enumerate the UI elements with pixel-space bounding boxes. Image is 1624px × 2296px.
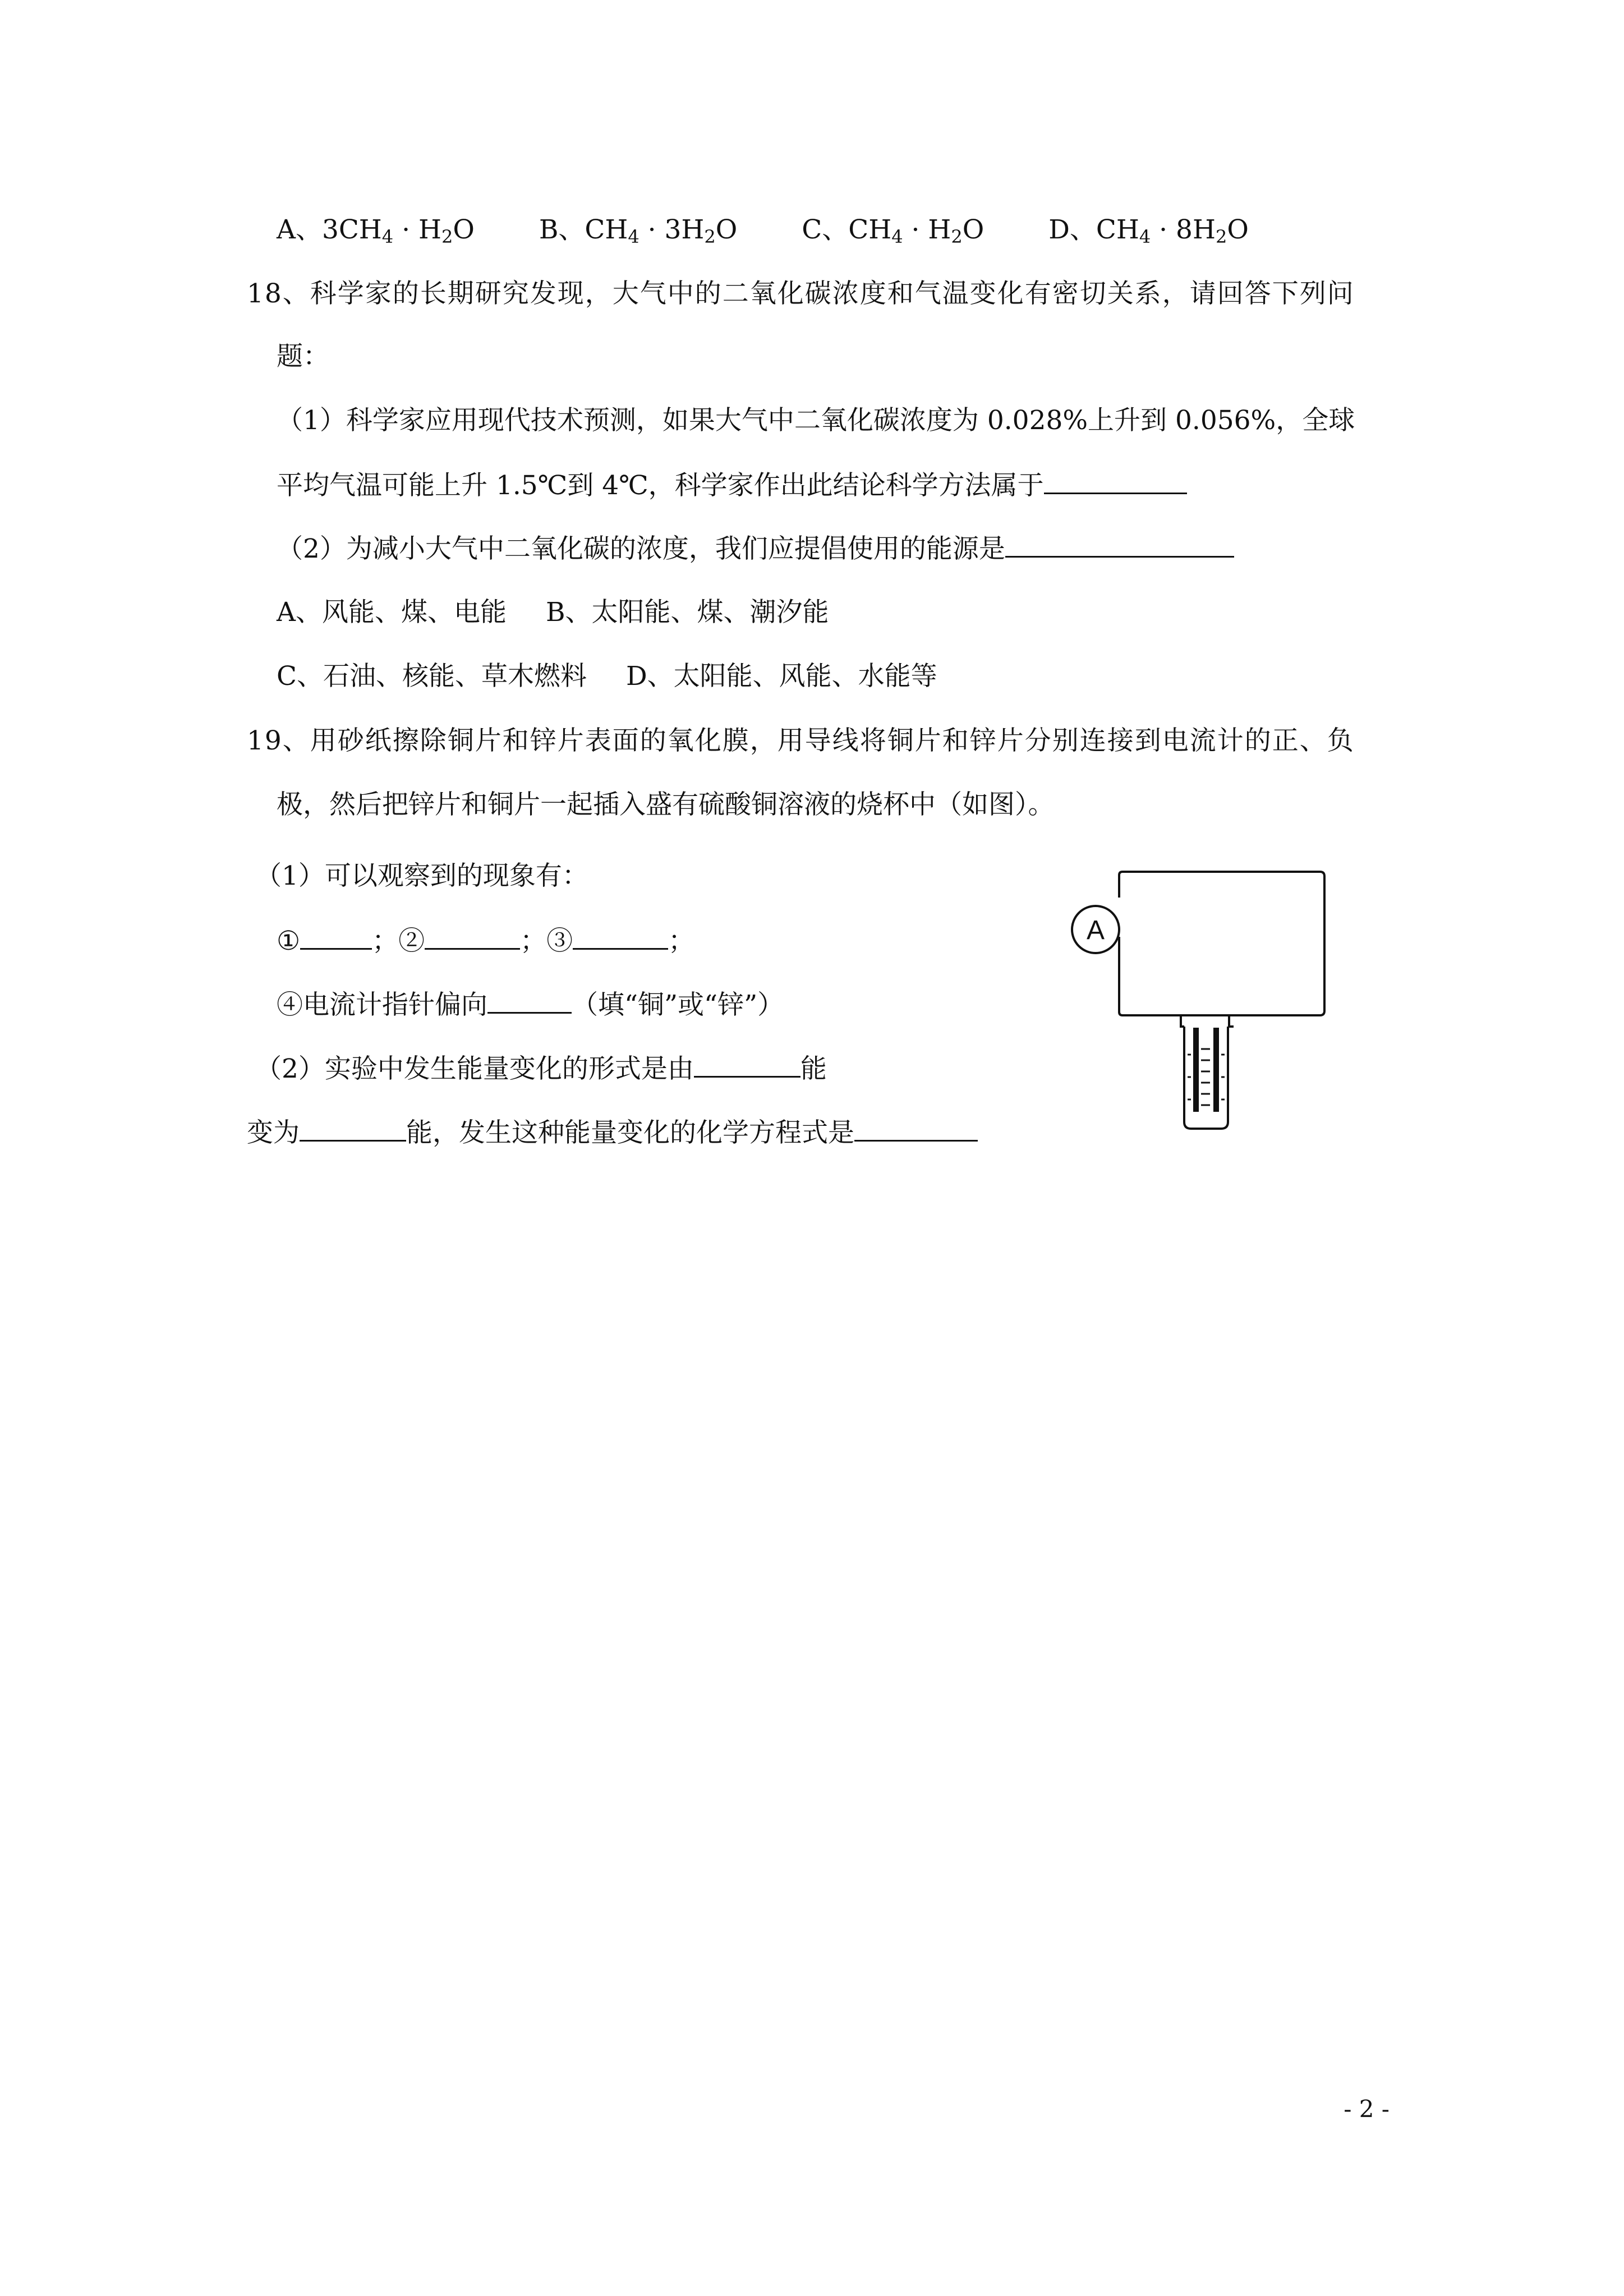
q19-stem-line2: 极，然后把锌片和铜片一起插入盛有硫酸铜溶液的烧杯中（如图）。 — [277, 789, 1055, 820]
q18-options-cd — [277, 660, 937, 693]
galvanic-cell-diagram — [1063, 864, 1344, 1144]
q18-option-c: C、石油、核能、草木燃料 — [277, 661, 587, 692]
page-number: - 2 - — [1344, 2095, 1390, 2123]
q17-option-d: D、$CH_4 \cdot 8H_2O$ — [1048, 214, 1249, 247]
q19-equation-blank[interactable] — [854, 1115, 978, 1142]
q18-part2-line: （2）为减小大气中二氧化碳的浓度，我们应提倡使用的能源是 — [277, 531, 1234, 566]
q19-part2-line: （2）实验中发生能量变化的形式是由 能 — [255, 1051, 827, 1086]
solution-marks — [1188, 1049, 1225, 1105]
q19-observation-2-blank[interactable] — [425, 923, 520, 950]
q18-stem-line1: 18、科学家的长期研究发现，大气中的二氧化碳浓度和气温变化有密切关系，请回答下列问 — [247, 278, 1355, 309]
q19-observation-3-blank[interactable] — [573, 923, 668, 950]
q17-option-b: B、$CH_4 \cdot 3H_2O$ — [539, 214, 738, 247]
q18-option-b: B、太阳能、煤、潮汐能 — [545, 597, 829, 628]
q19-part3-blank-to[interactable] — [300, 1115, 406, 1142]
q18-options-ab — [277, 596, 829, 629]
zinc-electrode — [1193, 1028, 1199, 1112]
q18-part2-answer-blank[interactable] — [1005, 531, 1234, 558]
q18-option-d: D、太阳能、风能、水能等 — [625, 661, 937, 692]
q19-item4-line: ④电流计指针偏向 （填“铜”或“锌”） — [277, 987, 784, 1022]
q19-observations-line: ① ；② ；③ ； — [277, 923, 694, 958]
q18-stem-line2: 题： — [277, 341, 329, 372]
ammeter-label: A — [1086, 915, 1105, 945]
q18-part1-answer-blank[interactable] — [1044, 468, 1187, 494]
q18-part1-line1: （1）科学家应用现代技术预测，如果大气中二氧化碳浓度为 0.028%上升到 0.056%，全球 — [277, 405, 1355, 436]
q17-option-c: C、$CH_4 \cdot H_2O$ — [802, 214, 984, 247]
q18-part1-line2: 平均气温可能上升 1.5℃到 4℃，科学家作出此结论科学方法属于 — [277, 468, 1187, 503]
q19-part3-line: 变为 能，发生这种能量变化的化学方程式是 — [247, 1115, 978, 1150]
q19-stem-line1: 19、用砂纸擦除铜片和锌片表面的氧化膜，用导线将铜片和锌片分别连接到电流计的正、负 — [247, 725, 1355, 756]
q19-observation-1-blank[interactable] — [300, 923, 372, 950]
q19-part1-label: （1）可以观察到的现象有： — [255, 861, 588, 891]
circuit-wire — [1119, 872, 1324, 1015]
q17-option-a: A、$3CH_4 \cdot H_2O$ — [277, 214, 475, 247]
q18-option-a: A、风能、煤、电能 — [277, 597, 507, 628]
q19-part2-blank-from[interactable] — [694, 1051, 801, 1078]
q19-item4-blank[interactable] — [487, 987, 572, 1014]
copper-electrode — [1213, 1028, 1219, 1112]
q17-options-row — [277, 213, 1249, 254]
